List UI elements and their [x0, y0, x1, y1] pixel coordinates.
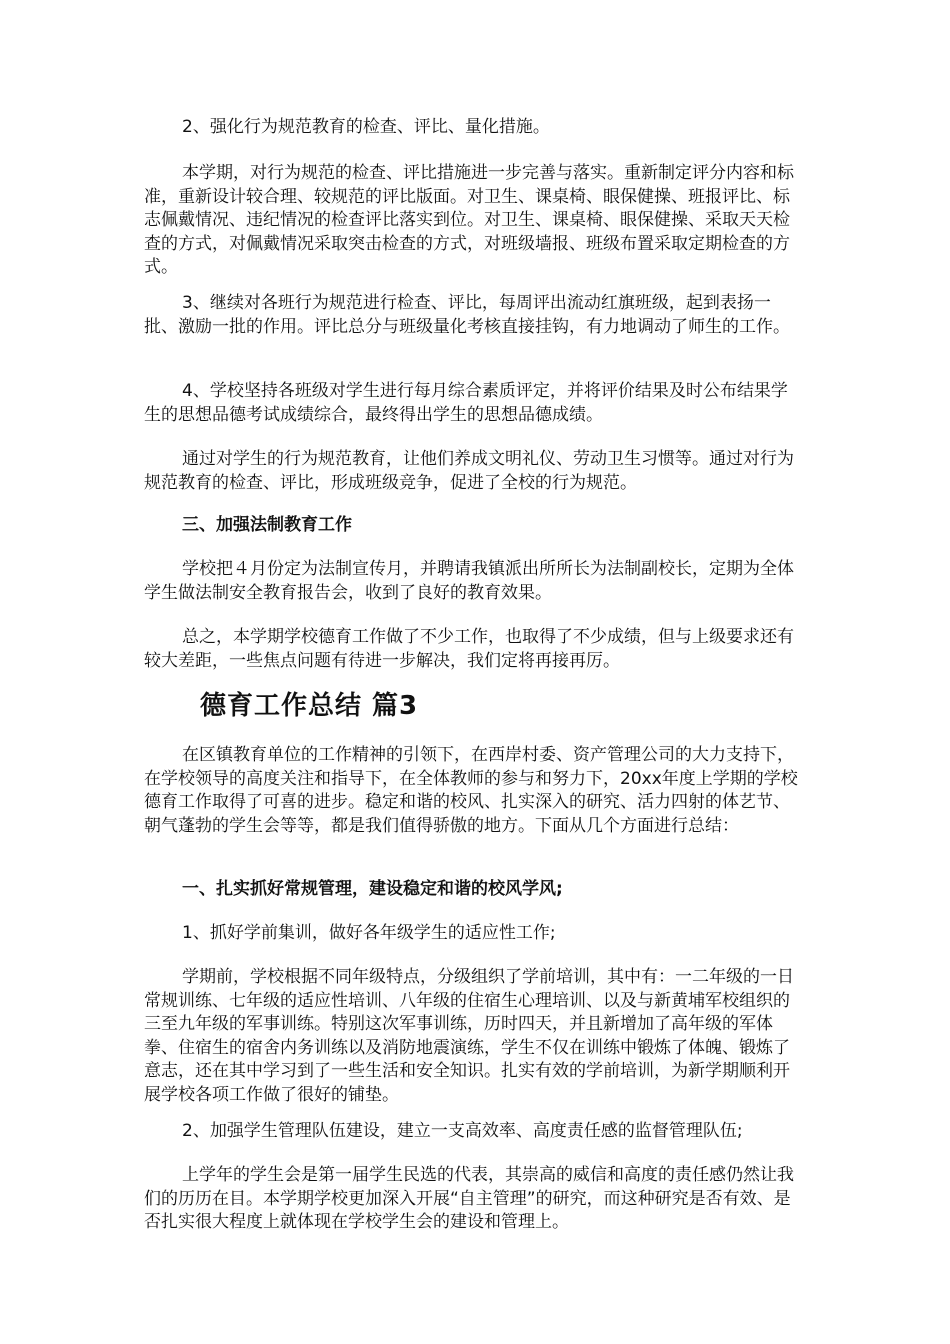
paragraph-conclusion: 总之，本学期学校德育工作做了不少工作，也取得了不少成绩，但与上级要求还有较大差距，一些焦点问题有待进一步解决，我们定将再接再厉。 — [144, 627, 794, 671]
section-title: 德育工作总结 篇3 — [200, 691, 419, 721]
paragraph-item-1-training: 1、抓好学前集训，做好各年级学生的适应性工作; — [182, 923, 556, 943]
paragraph-item-2-management: 2、加强学生管理队伍建设，建立一支高效率、高度责任感的监督管理队伍; — [182, 1121, 743, 1141]
paragraph-legal: 学校把４月份定为法制宣传月，并聘请我镇派出所所长为法制副校长，定期为全体学生做法制安全教育报告会，收到了良好的教育效果。 — [144, 559, 794, 603]
paragraph-item-4: 4、学校坚持各班级对学生进行每月综合素质评定，并将评价结果及时公布结果学生的思想品德考试成绩综合，最终得出学生的思想品德成绩。 — [144, 381, 788, 425]
paragraph-checking: 本学期，对行为规范的检查、评比措施进一步完善与落实。重新制定评分内容和标准，重新设计较合理、较规范的评比版面。对卫生、课桌椅、眼保健操、班报评比、标志佩戴情况、违纪情况的检查评比落实到位。对卫生、课桌椅、眼保健操、采取天天检查的方式，对佩戴情况采取突击检查的方式，对班级墙报、班级布置采取定期检查的方式。 — [144, 163, 794, 277]
paragraph-item-3: 3、继续对各班行为规范进行检查、评比，每周评出流动红旗班级，起到表扬一批、激励一批的作用。评比总分与班级量化考核直接挂钩，有力地调动了师生的工作。 — [144, 293, 790, 337]
paragraph-student-union: 上学年的学生会是第一届学生民选的代表，其崇高的威信和高度的责任感仍然让我们的历历在目。本学期学校更加深入开展“自主管理”的研究，而这种研究是否有效、是否扎实很大程度上就体现在学校学生会的建设和管理上。 — [144, 1165, 794, 1232]
paragraph-training: 学期前，学校根据不同年级特点，分级组织了学前培训，其中有：一二年级的一日常规训练、七年级的适应性培训、八年级的住宿生心理培训、以及与新黄埔军校组织的三至九年级的军事训练。特别这次军事训练，历时四天，并且新增加了高年级的军体拳、住宿生的宿舍内务训练以及消防地震演练，学生不仅在训练中锻炼了体魄、锻炼了意志，还在其中学习到了一些生活和安全知识。扎实有效的学前培训，为新学期顺利开展学校各项工作做了很好的铺垫。 — [144, 967, 794, 1105]
section-heading-legal: 三、加强法制教育工作 — [182, 515, 352, 535]
paragraph-intro: 在区镇教育单位的工作精神的引领下，在西岸村委、资产管理公司的大力支持下，在学校领导的高度关注和指导下，在全体教师的参与和努力下，20xx年度上学期的学校德育工作取得了可喜的进步。稳定和谐的校风、扎实深入的研究、活力四射的体艺节、朝气蓬勃的学生会等等，都是我们值得骄傲的地方。下面从几个方面进行总结： — [144, 745, 798, 836]
paragraph-item-2: 2、强化行为规范教育的检查、评比、量化措施。 — [182, 117, 550, 137]
paragraph-summary-behavior: 通过对学生的行为规范教育，让他们养成文明礼仪、劳动卫生习惯等。通过对行为规范教育的检查、评比，形成班级竞争，促进了全校的行为规范。 — [144, 449, 794, 493]
section-heading-routine: 一、扎实抓好常规管理，建设稳定和谐的校风学风; — [182, 879, 563, 899]
